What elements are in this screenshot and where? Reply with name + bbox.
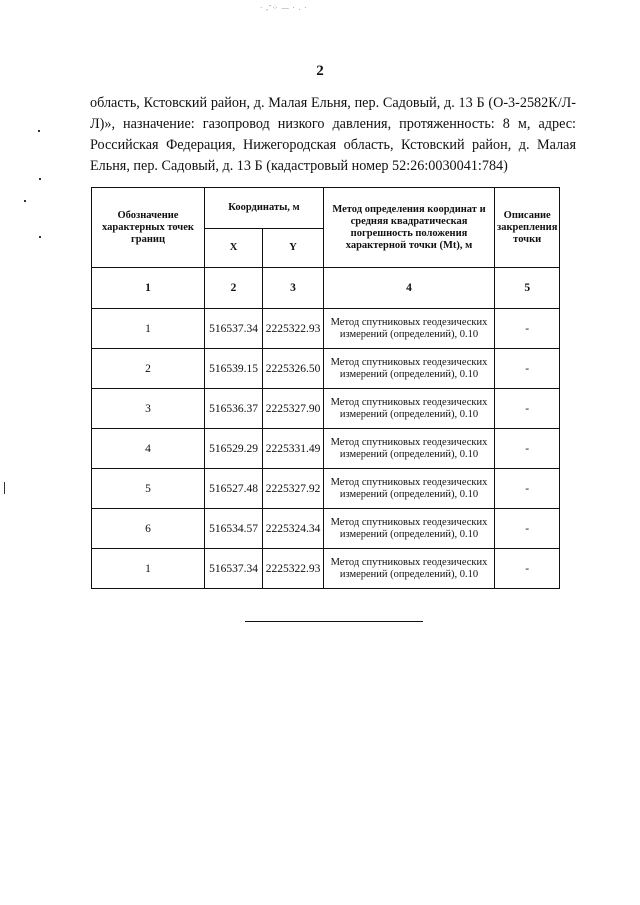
method-cell: Метод спутниковых геодезических измерений (определений), 0.10	[324, 509, 495, 549]
y-coordinate-cell: 2225327.92	[263, 469, 324, 509]
scan-speck	[24, 200, 26, 202]
fixing-description-cell: -	[495, 509, 560, 549]
y-coordinate-cell: 2225324.34	[263, 509, 324, 549]
scan-header-noise: · ,˜⁘ — · . ·	[260, 4, 308, 12]
coordinates-table	[91, 187, 560, 589]
fixing-description-cell: -	[495, 469, 560, 509]
table-row	[92, 429, 560, 469]
table-row	[92, 389, 560, 429]
fixing-description-cell: -	[495, 429, 560, 469]
table-row	[92, 469, 560, 509]
header-method: Метод определения координат и средняя квадратическая погрешность положения характерной точки (Мt), м	[324, 188, 495, 268]
point-number-cell: 5	[92, 469, 205, 509]
fixing-description-cell: -	[495, 309, 560, 349]
y-coordinate-cell: 2225322.93	[263, 309, 324, 349]
scan-speck	[4, 482, 5, 494]
header-designation: Обозначение характерных точек границ	[92, 188, 205, 268]
method-cell: Метод спутниковых геодезических измерений (определений), 0.10	[324, 349, 495, 389]
table-row	[92, 549, 560, 589]
column-number: 5	[495, 268, 560, 309]
point-number-cell: 1	[92, 549, 205, 589]
column-number: 1	[92, 268, 205, 309]
y-coordinate-cell: 2225327.90	[263, 389, 324, 429]
method-cell: Метод спутниковых геодезических измерений (определений), 0.10	[324, 429, 495, 469]
y-coordinate-cell: 2225326.50	[263, 349, 324, 389]
scan-speck	[39, 178, 41, 180]
scan-speck	[39, 236, 41, 238]
intro-paragraph: область, Кстовский район, д. Малая Ельня, пер. Садовый, д. 13 Б (О-3-2582К/Л-Л)», назначение: газопровод низкого давления, протяженность: 8 м, адрес: Российская Федерация, Нижегородская область, Кстовский район, д. Малая Ельня, пер. Садовый, д. 13 Б (кадастровый номер 52:26:0030041:784)	[90, 95, 576, 174]
point-number-cell: 3	[92, 389, 205, 429]
header-x: X	[205, 229, 263, 268]
scan-speck	[38, 130, 40, 132]
point-number-cell: 2	[92, 349, 205, 389]
table-row	[92, 509, 560, 549]
x-coordinate-cell: 516534.57	[205, 509, 263, 549]
header-y: Y	[263, 229, 324, 268]
point-number-cell: 6	[92, 509, 205, 549]
header-description: Описание закрепления точки	[495, 188, 560, 268]
column-number-row	[92, 268, 560, 309]
method-cell: Метод спутниковых геодезических измерений (определений), 0.10	[324, 309, 495, 349]
column-number: 3	[263, 268, 324, 309]
method-cell: Метод спутниковых геодезических измерений (определений), 0.10	[324, 549, 495, 589]
y-coordinate-cell: 2225322.93	[263, 549, 324, 589]
method-cell: Метод спутниковых геодезических измерений (определений), 0.10	[324, 389, 495, 429]
method-cell: Метод спутниковых геодезических измерений (определений), 0.10	[324, 469, 495, 509]
page-number: 2	[316, 63, 324, 79]
fixing-description-cell: -	[495, 549, 560, 589]
bottom-separator-line	[245, 621, 423, 622]
table-row	[92, 349, 560, 389]
column-number: 4	[324, 268, 495, 309]
x-coordinate-cell: 516537.34	[205, 549, 263, 589]
header-coordinates: Координаты, м	[205, 188, 324, 229]
x-coordinate-cell: 516537.34	[205, 309, 263, 349]
column-number: 2	[205, 268, 263, 309]
table-row	[92, 309, 560, 349]
fixing-description-cell: -	[495, 389, 560, 429]
x-coordinate-cell: 516536.37	[205, 389, 263, 429]
point-number-cell: 1	[92, 309, 205, 349]
y-coordinate-cell: 2225331.49	[263, 429, 324, 469]
fixing-description-cell: -	[495, 349, 560, 389]
x-coordinate-cell: 516529.29	[205, 429, 263, 469]
x-coordinate-cell: 516527.48	[205, 469, 263, 509]
point-number-cell: 4	[92, 429, 205, 469]
x-coordinate-cell: 516539.15	[205, 349, 263, 389]
